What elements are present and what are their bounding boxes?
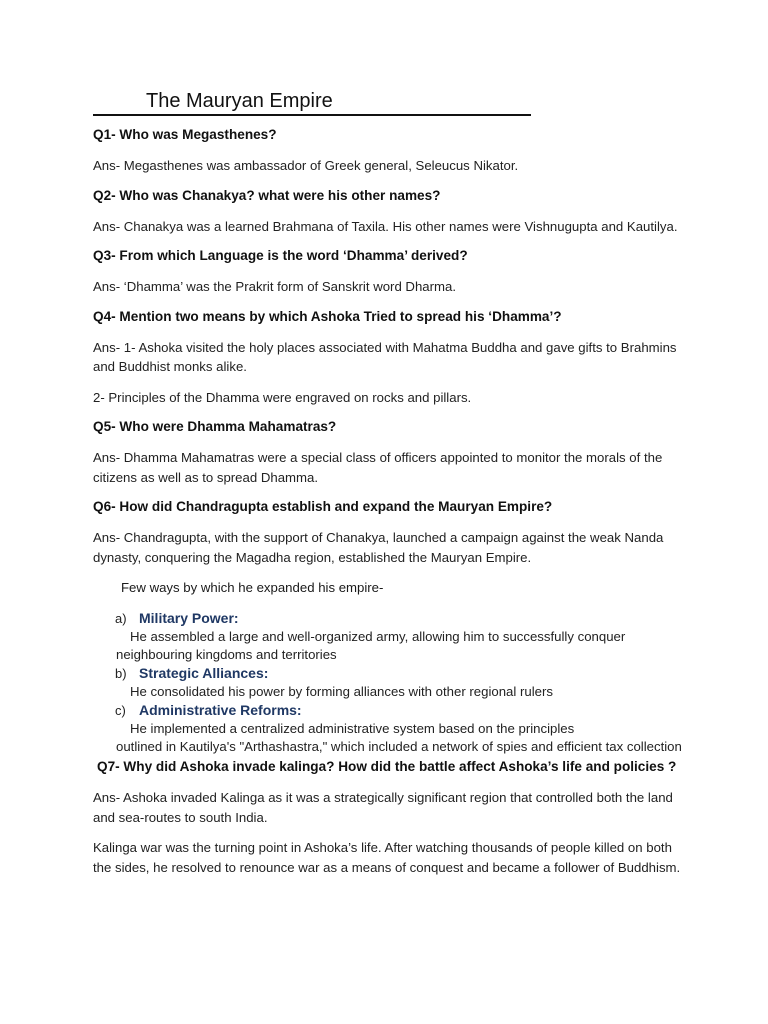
list-item-title: Administrative Reforms:	[139, 702, 302, 718]
question-2: Q2- Who was Chanakya? what were his other names?	[93, 187, 441, 203]
expansion-intro: Few ways by which he expanded his empire-	[121, 580, 384, 595]
list-item-body	[116, 628, 683, 664]
list-item	[115, 609, 683, 664]
list-item-body-line-1: He implemented a centralized administrative system based on the principles	[130, 721, 575, 736]
list-item-body-line-2: outlined in Kautilya's "Arthashastra," which included a network of spies and efficient tax collection	[116, 739, 682, 754]
answer-4-part-1: Ans- 1- Ashoka visited the holy places associated with Mahatma Buddha and gave gifts to Brahmins and Buddhist monks alike.	[93, 339, 677, 374]
list-item	[115, 701, 683, 756]
list-item-title: Military Power:	[139, 610, 239, 626]
answer-7-part-1: Ans- Ashoka invaded Kalinga as it was a strategically significant region that controlled both the land and sea-routes to south India.	[93, 790, 673, 825]
list-item-marker: a)	[115, 611, 127, 626]
document-title: The Mauryan Empire	[146, 90, 333, 112]
question-3: Q3- From which Language is the word ‘Dhamma’ derived?	[93, 248, 468, 263]
list-item-title: Strategic Alliances:	[139, 665, 269, 681]
list-item-body-line-1: He consolidated his power by forming alliances with other regional rulers	[130, 684, 553, 699]
document-page	[93, 88, 683, 888]
list-item-marker: b)	[115, 666, 127, 681]
list-item-body	[116, 720, 683, 756]
list-item	[115, 664, 683, 701]
question-6: Q6- How did Chandragupta establish and expand the Mauryan Empire?	[93, 499, 553, 514]
list-item-body	[116, 683, 683, 701]
answer-2: Ans- Chanakya was a learned Brahmana of Taxila. His other names were Vishnugupta and Kautilya.	[93, 218, 678, 234]
list-item-body-line-1: He assembled a large and well-organized army, allowing him to successfully conquer	[130, 629, 626, 644]
list-item-body-line-2: neighbouring kingdoms and territories	[116, 647, 337, 662]
question-1: Q1- Who was Megasthenes?	[93, 127, 277, 142]
question-4: Q4- Mention two means by which Ashoka Tried to spread his ‘Dhamma’?	[93, 308, 562, 324]
answer-1: Ans- Megasthenes was ambassador of Greek general, Seleucus Nikator.	[93, 158, 519, 173]
question-7: Q7- Why did Ashoka invade kalinga? How did the battle affect Ashoka’s life and policies ?	[97, 759, 677, 774]
answer-6: Ans- Chandragupta, with the support of Chanakya, launched a campaign against the weak Nanda dynasty, conquering the Magadha region, established the Mauryan Empire.	[93, 530, 664, 565]
question-5: Q5- Who were Dhamma Mahamatras?	[93, 419, 337, 434]
document-title-underline	[93, 88, 531, 116]
answer-4-part-2: 2- Principles of the Dhamma were engraved on rocks and pillars.	[93, 389, 472, 405]
answer-3: Ans- ‘Dhamma’ was the Prakrit form of Sanskrit word Dharma.	[93, 279, 457, 294]
answer-7-part-2: Kalinga war was the turning point in Ashoka’s life. After watching thousands of people killed on both the sides, he resolved to renounce war as a means of conquest and became a follower of Buddhism.	[93, 840, 681, 875]
list-item-marker: c)	[115, 703, 126, 718]
answer-5: Ans- Dhamma Mahamatras were a special class of officers appointed to monitor the morals of the citizens as well as to spread Dhamma.	[93, 450, 663, 485]
